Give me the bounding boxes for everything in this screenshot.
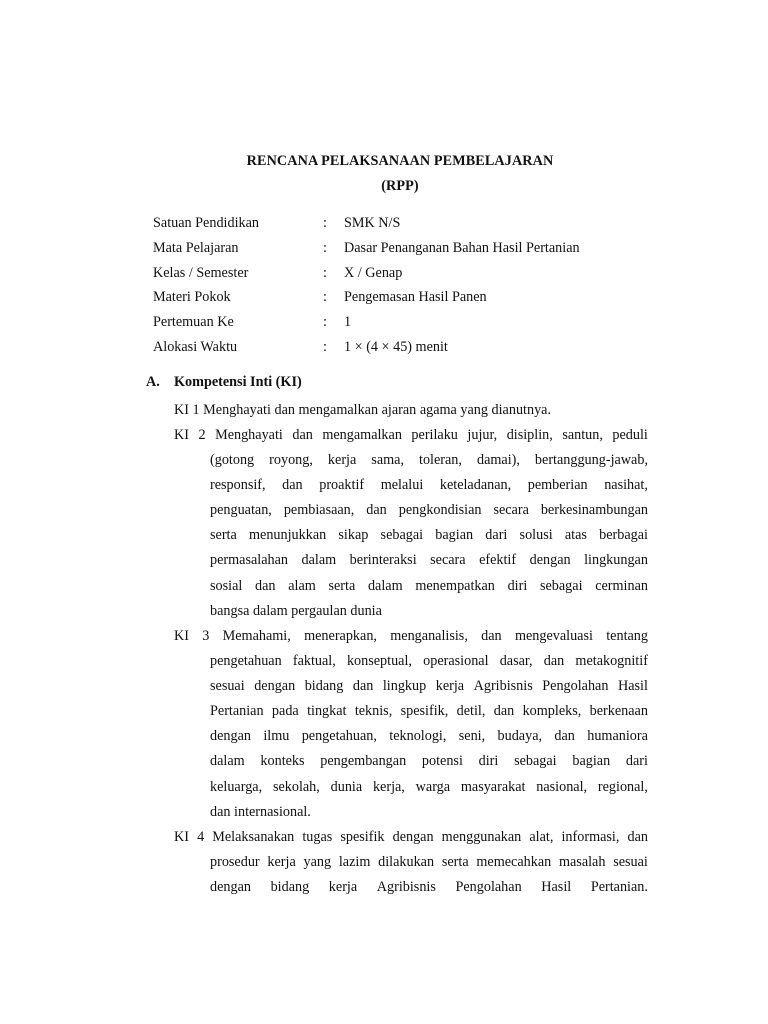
ki-line: KI 3 Memahami, menerapkan, menganalisis, dan mengevaluasi tentang [174, 628, 648, 644]
ki-line: KI 1 Menghayati dan mengamalkan ajaran agama yang dianutnya. [174, 402, 552, 418]
info-label: Mata Pelajaran [153, 239, 239, 256]
ki-line: prosedur kerja yang lazim dilakukan serta memecahkan masalah sesuai [210, 854, 648, 871]
ki-line: sesuai dengan bidang dan lingkup kerja Agribisnis Pengolahan Hasil [210, 678, 648, 695]
ki-line: dengan bidang kerja Agribisnis Pengolahan Hasil Pertanian. [210, 879, 648, 896]
ki-line: dengan ilmu pengetahuan, teknologi, seni, budaya, dan humaniora [210, 728, 648, 745]
info-row [153, 263, 673, 288]
document-title: RENCANA PELAKSANAAN PEMBELAJARAN [246, 153, 554, 169]
info-value: Dasar Penanganan Bahan Hasil Pertanian [344, 239, 580, 256]
info-value: Pengemasan Hasil Panen [344, 289, 487, 306]
ki-line: KI 2 Menghayati dan mengamalkan perilaku jujur, disiplin, santun, peduli [174, 427, 648, 443]
info-colon: : [323, 338, 327, 355]
ki-line: keluarga, sekolah, dunia kerja, warga masyarakat nasional, regional, [210, 778, 648, 795]
ki-line: dalam konteks pengembangan potensi diri sebagai bagian dari [210, 753, 648, 770]
ki-1-paragraph [174, 400, 648, 425]
info-value: 1 [344, 314, 352, 331]
ki-line: (gotong royong, kerja sama, toleran, damai), bertanggung-jawab, [210, 452, 648, 469]
info-row [153, 337, 673, 362]
ki-4-paragraph [174, 827, 648, 902]
ki-line: bangsa dalam pergaulan dunia [210, 602, 382, 619]
info-colon: : [323, 215, 327, 231]
info-label: Satuan Pendidikan [153, 215, 259, 231]
info-value: X / Genap [344, 264, 403, 281]
info-colon: : [323, 239, 327, 256]
info-label: Materi Pokok [153, 289, 231, 306]
info-label: Pertemuan Ke [153, 314, 234, 331]
info-label: Kelas / Semester [153, 264, 249, 281]
info-row [153, 312, 673, 337]
ki-line: pengetahuan faktual, konseptual, operasional dasar, dan metakognitif [210, 653, 648, 670]
info-row [153, 287, 673, 312]
ki-line: permasalahan dalam berinteraksi secara efektif dengan lingkungan [210, 552, 648, 569]
ki-3-paragraph [174, 626, 648, 827]
info-colon: : [323, 314, 327, 331]
info-row [153, 238, 673, 263]
ki-line: responsif, dan proaktif melalui keteladanan, pemberian nasihat, [210, 477, 648, 494]
info-colon: : [323, 264, 327, 281]
document-subtitle: (RPP) [381, 178, 419, 194]
info-value: 1 × (4 × 45) menit [344, 338, 448, 355]
ki-line: penguatan, pembiasaan, dan pengkondisian secara berkesinambungan [210, 502, 648, 519]
ki-2-paragraph [174, 425, 648, 626]
section-letter: A. [146, 374, 160, 390]
section-heading [146, 374, 302, 391]
section-heading-text: Kompetensi Inti (KI) [174, 374, 302, 390]
ki-line: KI 4 Melaksanakan tugas spesifik dengan menggunakan alat, informasi, dan [174, 829, 648, 845]
ki-line: dan internasional. [210, 803, 311, 820]
info-value: SMK N/S [344, 215, 401, 231]
ki-line: sosial dan alam serta dalam menempatkan diri sebagai cerminan [210, 577, 648, 594]
ki-line: Pertanian pada tingkat teknis, spesifik, detil, dan kompleks, berkenaan [210, 703, 648, 720]
ki-line: serta menunjukkan sikap sebagai bagian dari solusi atas berbagai [210, 527, 648, 544]
info-colon: : [323, 289, 327, 306]
info-label: Alokasi Waktu [153, 338, 238, 355]
info-table [153, 213, 673, 362]
info-row [153, 213, 673, 238]
